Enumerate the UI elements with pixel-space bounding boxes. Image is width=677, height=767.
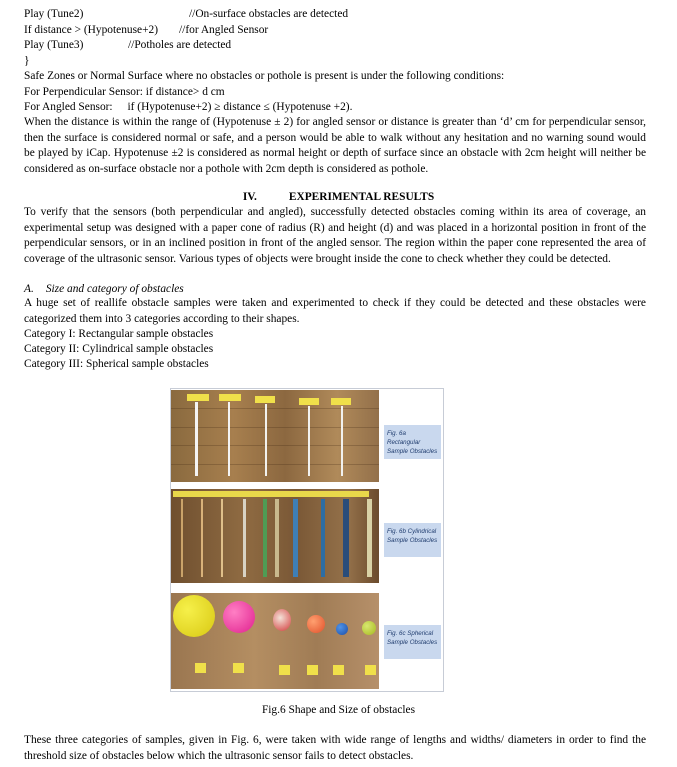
subsection-title: Size and category of obstacles: [45, 283, 184, 295]
angled-label: For Angled Sensor:: [24, 101, 113, 113]
cylindrical-samples-photo: [171, 489, 379, 583]
spherical-samples-photo: [171, 593, 379, 689]
code-line-1: [24, 7, 83, 23]
smiley-ball: [173, 595, 215, 637]
code-line-4: }: [24, 55, 30, 67]
category-2: Category II: Cylindrical sample obstacles: [24, 343, 214, 355]
section-paragraph: To verify that the sensors (both perpendicular and angled), successfully detected obstacles coming within its area of coverage, an experimental setup was designed with a paper cone of radius (R) and height (d) and was placed in a horizontal position in front of the perpendicular sensors, or in an inclined position in front of the angled sensor. The region within the paper cone represented the area of coverage of the ultrasonic sensor. Various types of objects were brought inside the cone to check whether they could be detected.: [24, 206, 646, 265]
code-text: Play (Tune2): [24, 8, 84, 20]
code-line-3: Play (Tune3): [24, 39, 84, 51]
section-number: IV.: [242, 191, 257, 203]
figure-6: [170, 388, 444, 692]
panel-caption-a: Fig. 6a Rectangular Sample Obstacles: [384, 425, 441, 459]
patterned-ball: [273, 609, 291, 631]
angled-condition: [24, 100, 352, 116]
section-title: EXPERIMENTAL RESULTS: [288, 191, 435, 203]
code-comment-1: //On-surface obstacles are detected: [189, 8, 349, 20]
subsection-paragraph: A huge set of reallife obstacle samples were taken and experimented to check if they could be detected and these obstacles were categorized them into 3 categories according to their shapes.: [24, 297, 646, 325]
category-3: Category III: Spherical sample obstacles: [24, 358, 209, 370]
pink-ball: [223, 601, 255, 633]
subsection-letter: A.: [24, 283, 34, 295]
closing-paragraph: These three categories of samples, given in Fig. 6, were taken with wide range of lengths and widths/ diameters in order to find the threshold size of obstacles below which the ultrasonic sensor fails to detect obstacles.: [24, 734, 646, 762]
safe-zone-paragraph: When the distance is within the range of (Hypotenuse ± 2) for angled sensor or distance is greater than ‘d’ cm for perpendicular sensor, then the surface is considered normal or safe, and a person would be able to walk without any hesitation and no warning sound would be played by iCap. Hypotenuse ±2 is considered as normal height or depth of surface since an obstacle with 2cm height will neither be considered as on-surface obstacle nor a pothole with 2cm depth is considered as pothole.: [24, 116, 646, 175]
rectangular-samples-photo: [171, 390, 379, 482]
blue-ball: [336, 623, 348, 635]
code-comment-3: //Potholes are detected: [128, 39, 232, 51]
section-heading: [0, 190, 677, 206]
safe-zone-intro: Safe Zones or Normal Surface where no obstacles or pothole is present is under the following conditions:: [24, 70, 505, 82]
green-ball: [362, 621, 376, 635]
perpendicular-condition: For Perpendicular Sensor: if distance> d cm: [24, 86, 225, 98]
code-line-2: If distance > (Hypotenuse+2): [24, 24, 158, 36]
panel-caption-c: Fig. 6c Spherical Sample Obstacles: [384, 625, 441, 659]
panel-caption-b: Fig. 6b Cylindrical Sample Obstacles: [384, 523, 441, 557]
category-1: Category I: Rectangular sample obstacles: [24, 328, 214, 340]
code-comment-2: //for Angled Sensor: [179, 24, 269, 36]
orange-ball: [307, 615, 325, 633]
figure-caption: Fig.6 Shape and Size of obstacles: [261, 704, 416, 716]
angled-formula: if (Hypotenuse+2) ≥ distance ≤ (Hypotenuse +2).: [127, 101, 353, 113]
